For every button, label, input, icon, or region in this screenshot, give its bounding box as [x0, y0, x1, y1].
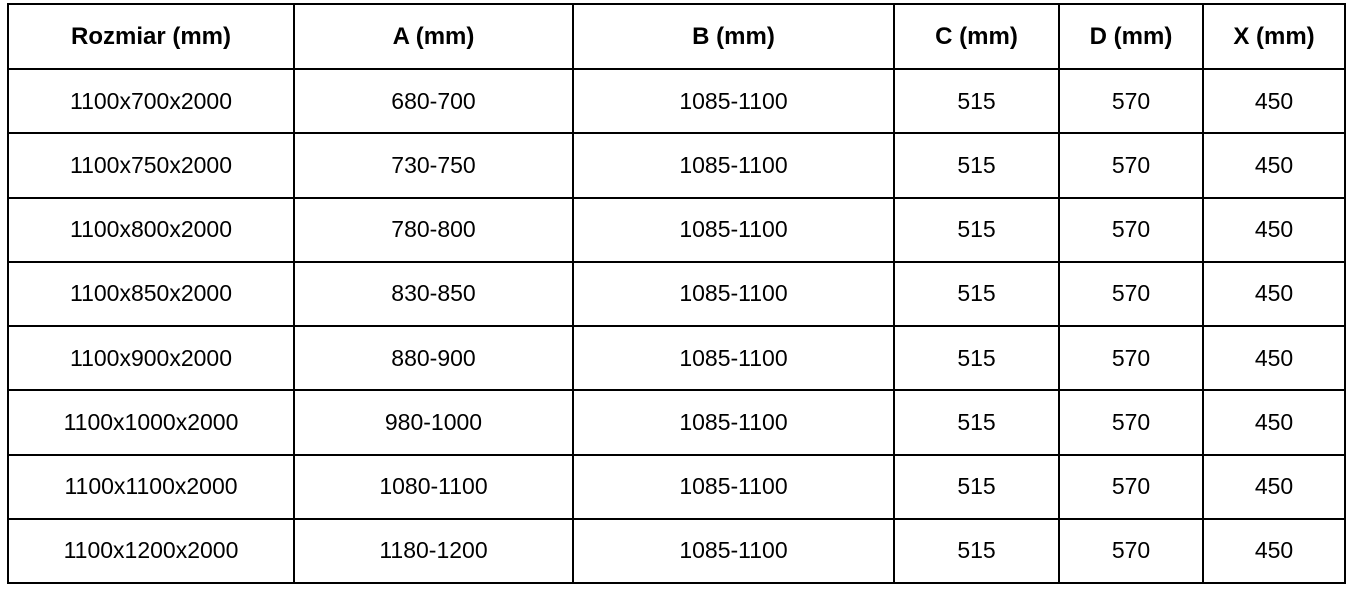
table-cell: 1100x1100x2000 — [8, 455, 294, 519]
table-row — [8, 262, 1345, 326]
table-cell: 515 — [894, 326, 1059, 390]
table-cell: 515 — [894, 262, 1059, 326]
table-cell: 680-700 — [294, 69, 573, 133]
table-cell: 570 — [1059, 326, 1203, 390]
table-cell: 1085-1100 — [573, 390, 894, 454]
table-cell: 515 — [894, 455, 1059, 519]
table-cell: 880-900 — [294, 326, 573, 390]
table-row — [8, 519, 1345, 583]
table-cell: 780-800 — [294, 198, 573, 262]
table-cell: 450 — [1203, 326, 1345, 390]
table-cell: 570 — [1059, 133, 1203, 197]
table-cell: 450 — [1203, 262, 1345, 326]
table-cell: 450 — [1203, 69, 1345, 133]
table-row — [8, 198, 1345, 262]
table-cell: 830-850 — [294, 262, 573, 326]
table-cell: 450 — [1203, 455, 1345, 519]
column-header: B (mm) — [573, 4, 894, 69]
table-cell: 450 — [1203, 133, 1345, 197]
table-cell: 1100x900x2000 — [8, 326, 294, 390]
table-cell: 1085-1100 — [573, 262, 894, 326]
size-spec-table — [7, 3, 1346, 584]
table-cell: 570 — [1059, 390, 1203, 454]
table-cell: 1085-1100 — [573, 326, 894, 390]
table-cell: 1085-1100 — [573, 519, 894, 583]
table-row — [8, 69, 1345, 133]
table-cell: 1085-1100 — [573, 455, 894, 519]
table-cell: 515 — [894, 390, 1059, 454]
table-cell: 1085-1100 — [573, 198, 894, 262]
table-cell: 515 — [894, 519, 1059, 583]
table-cell: 570 — [1059, 69, 1203, 133]
table-cell: 1100x750x2000 — [8, 133, 294, 197]
column-header: A (mm) — [294, 4, 573, 69]
header-row — [8, 4, 1345, 69]
table-cell: 450 — [1203, 519, 1345, 583]
table-row — [8, 326, 1345, 390]
column-header: Rozmiar (mm) — [8, 4, 294, 69]
table-cell: 980-1000 — [294, 390, 573, 454]
table-cell: 1100x850x2000 — [8, 262, 294, 326]
table-cell: 730-750 — [294, 133, 573, 197]
table-row — [8, 390, 1345, 454]
table-cell: 570 — [1059, 455, 1203, 519]
table-cell: 1100x1000x2000 — [8, 390, 294, 454]
table-cell: 450 — [1203, 390, 1345, 454]
table-cell: 570 — [1059, 519, 1203, 583]
table-cell: 1100x700x2000 — [8, 69, 294, 133]
table-cell: 1180-1200 — [294, 519, 573, 583]
table-row — [8, 133, 1345, 197]
column-header: C (mm) — [894, 4, 1059, 69]
table-cell: 1085-1100 — [573, 133, 894, 197]
table-body — [8, 69, 1345, 583]
table-cell: 515 — [894, 198, 1059, 262]
table-row — [8, 455, 1345, 519]
table-cell: 450 — [1203, 198, 1345, 262]
column-header: X (mm) — [1203, 4, 1345, 69]
column-header: D (mm) — [1059, 4, 1203, 69]
table-cell: 1085-1100 — [573, 69, 894, 133]
table-cell: 570 — [1059, 262, 1203, 326]
table-cell: 1100x800x2000 — [8, 198, 294, 262]
table-cell: 1080-1100 — [294, 455, 573, 519]
table-cell: 570 — [1059, 198, 1203, 262]
table-cell: 515 — [894, 69, 1059, 133]
table-cell: 1100x1200x2000 — [8, 519, 294, 583]
table-cell: 515 — [894, 133, 1059, 197]
